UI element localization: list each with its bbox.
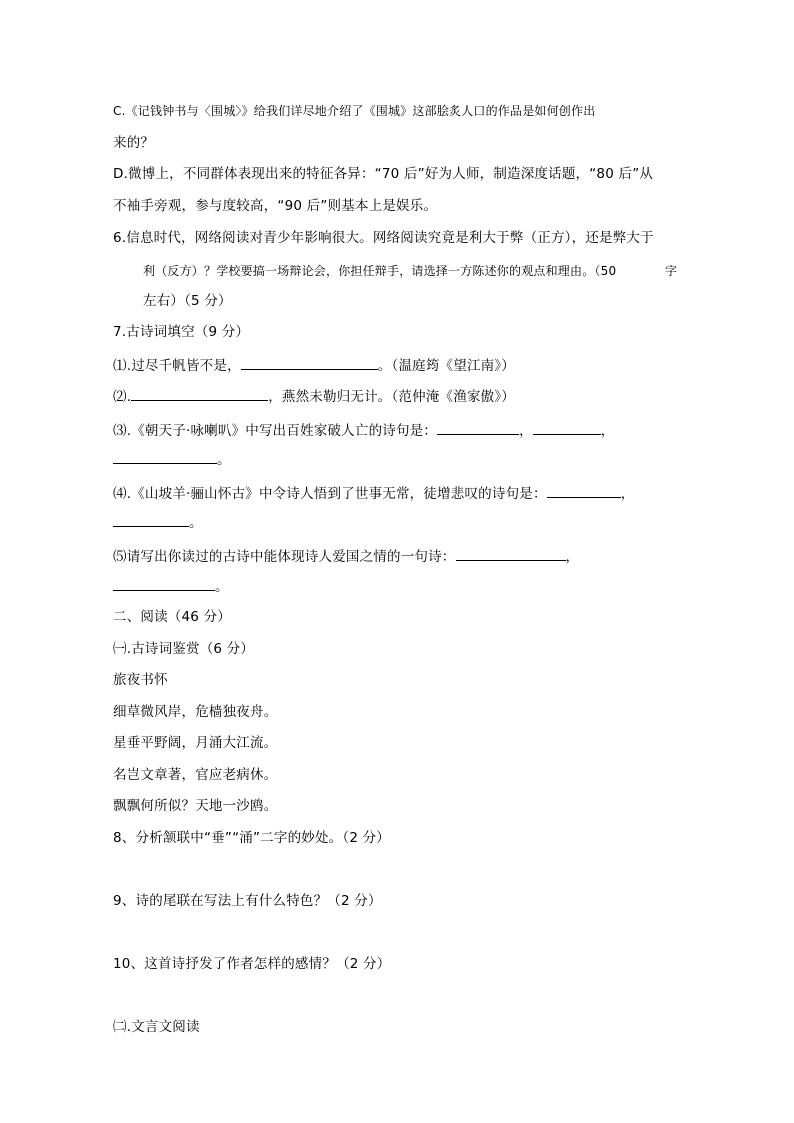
option-d-line1: D.微博上，不同群体表现出来的特征各异：“70 后”好为人师，制造深度话题，“80 后”从 (113, 166, 654, 182)
comma: ， (565, 549, 580, 565)
question-6-line2-main: 利（反方）？学校要搞一场辩论会，你担任辩手，请选择一方陈述你的观点和理由。（50 (143, 264, 617, 278)
answer-blank[interactable] (437, 420, 519, 435)
question-6-line2 (143, 262, 678, 280)
question-7-5-cont (113, 576, 229, 596)
answer-blank[interactable] (456, 546, 566, 561)
question-7-3-cont (113, 449, 231, 469)
answer-blank[interactable] (533, 420, 601, 435)
poem-line: 细草微风岸，危樯独夜舟。 (113, 704, 278, 720)
question-7-5 (113, 546, 579, 566)
period: 。 (189, 515, 203, 531)
answer-blank[interactable] (241, 355, 378, 370)
option-c-line1: C.《记钱钟书与〈围城〉》给我们详尽地介绍了《围城》这部脍炙人口的作品是如何创作出 (113, 104, 596, 118)
question-7-1-prompt: ⑴.过尽千帆皆不是， (113, 358, 241, 374)
question-6-line3: 左右）（5 分） (143, 293, 232, 309)
period: 。 (215, 579, 229, 595)
question-10: 10、这首诗抒发了作者怎样的感情？（2 分） (113, 956, 391, 972)
poem-line: 星垂平野阔，月涌大江流。 (113, 735, 278, 751)
question-7-1-source: 。（温庭筠《望江南》） (377, 358, 515, 374)
period: 。 (217, 452, 231, 468)
answer-blank[interactable] (113, 449, 217, 464)
section-2-title: 二、阅读（46 分） (113, 609, 231, 625)
answer-blank[interactable] (113, 512, 189, 527)
question-7-2-prompt: ⑵. (113, 389, 132, 405)
answer-blank[interactable] (547, 483, 621, 498)
answer-blank[interactable] (131, 386, 268, 401)
question-6-line1: 6.信息时代，网络阅读对青少年影响很大。网络阅读究竟是利大于弊（正方），还是弊大于 (113, 230, 654, 246)
question-9: 9、诗的尾联在写法上有什么特色？（2 分） (113, 893, 382, 909)
question-7-title: 7.古诗词填空（9 分） (113, 324, 250, 340)
poem-line: 名岂文章著，官应老病休。 (113, 767, 278, 783)
answer-blank[interactable] (113, 576, 215, 591)
question-7-3 (113, 420, 615, 440)
question-6-line2-tail: 字 (665, 264, 678, 278)
section-2-sub1: ㈠.古诗词鉴赏（6 分） (113, 641, 255, 657)
poem-line: 飘飘何所似？天地一沙鸥。 (113, 798, 278, 814)
question-8: 8、分析颔联中“垂”“涌”二字的妙处。（2 分） (113, 830, 390, 846)
poem-title: 旅夜书怀 (113, 672, 168, 688)
question-7-3-prompt: ⑶.《朝天子·咏喇叭》中写出百姓家破人亡的诗句是： (113, 423, 438, 439)
question-7-2-source: ，燕然未勒归无计。（范仲淹《渔家傲》） (268, 389, 516, 405)
question-7-5-prompt: ⑸请写出你读过的古诗中能体现诗人爱国之情的一句诗： (113, 549, 456, 565)
comma: ， (620, 486, 635, 502)
question-7-2 (113, 386, 515, 406)
question-7-4 (113, 483, 634, 503)
comma: ， (519, 423, 533, 439)
question-7-1 (113, 355, 515, 375)
question-7-4-cont (113, 512, 203, 532)
section-2-sub2: ㈡.文言文阅读 (113, 1019, 200, 1035)
comma: ， (600, 423, 615, 439)
option-d-line2: 不袖手旁观，参与度较高，“90 后”则基本上是娱乐。 (113, 198, 438, 214)
question-7-4-prompt: ⑷.《山坡羊·骊山怀古》中令诗人悟到了世事无常，徒增悲叹的诗句是： (113, 486, 547, 502)
option-c-line2: 来的？ (113, 135, 155, 151)
